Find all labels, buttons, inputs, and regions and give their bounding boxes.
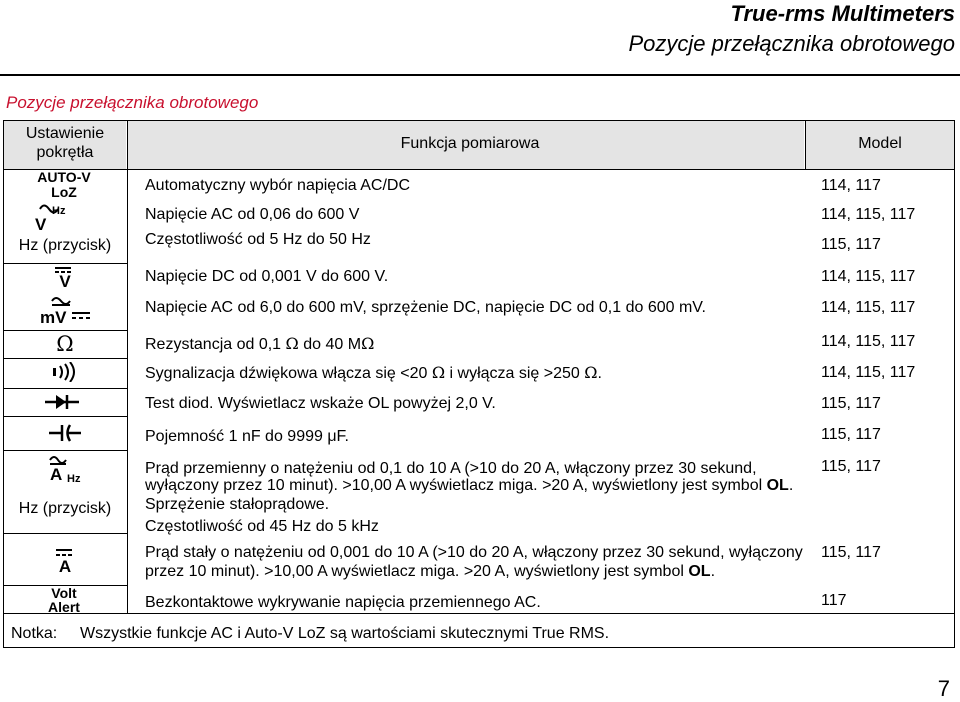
ohm-symbol: Ω [56, 332, 74, 356]
model-text: 114, 115, 117 [821, 299, 916, 316]
model-text: 114, 115, 117 [821, 364, 916, 381]
row-divider [4, 533, 127, 534]
loz-symbol: LoZ [51, 184, 77, 200]
function-text-line3: Sprzężenie stałoprądowe. [145, 496, 330, 513]
function-text: Automatyczny wybór napięcia AC/DC [145, 177, 410, 194]
a-dc-symbol: A [58, 557, 72, 576]
capacitor-icon [48, 423, 82, 443]
row-divider [4, 263, 127, 264]
dc-line-icon [70, 311, 92, 320]
row-divider [4, 330, 127, 331]
function-text: Napięcie AC od 0,06 do 600 V [145, 206, 360, 223]
alert-symbol: Alert [48, 599, 80, 615]
mv-symbol: mV [40, 308, 67, 327]
model-text: 117 [821, 592, 847, 609]
page-number: 7 [937, 676, 950, 701]
row-divider [4, 416, 127, 417]
v-symbol: V [35, 215, 47, 234]
header-setting-line2: pokrętła [36, 144, 94, 161]
function-text: Częstotliwość od 5 Hz do 50 Hz [145, 231, 371, 248]
model-text: 114, 117 [821, 177, 881, 194]
hz-button-label: Hz (przycisk) [18, 237, 112, 254]
continuity-beeper-icon [51, 362, 79, 382]
v-dc-symbol: V [59, 272, 71, 291]
function-text-line2: wyłączony przez 10 minut). >10,00 A wyświetlacz miga. >20 A, wyświetlony jest symbol OL. [145, 477, 794, 494]
model-text: 114, 115, 117 [821, 333, 916, 350]
auto-v-symbol: AUTO-V [37, 169, 91, 185]
note-text: Wszystkie funkcje AC i Auto-V LoZ są wartościami skutecznymi True RMS. [80, 625, 610, 642]
column-divider-setting [127, 121, 128, 613]
volt-symbol: Volt [51, 585, 77, 601]
row-divider [4, 388, 127, 389]
diode-icon [44, 393, 80, 411]
function-text-line1: Prąd stały o natężeniu od 0,001 do 10 A (>10 do 20 A, włączony przez 30 sekund, wyłączony [145, 544, 803, 561]
hz-superscript: Hz [52, 205, 66, 217]
model-text: 115, 117 [821, 236, 881, 253]
function-text-line1: Prąd przemienny o natężeniu od 0,1 do 10 A (>10 do 20 A, włączony przez 30 sekund, [145, 460, 757, 477]
model-text: 115, 117 [821, 458, 881, 475]
note-divider [4, 613, 954, 614]
hz-button-label: Hz (przycisk) [18, 500, 112, 517]
column-divider-model [805, 121, 806, 169]
header-row-divider [4, 169, 954, 170]
function-text: Napięcie AC od 6,0 do 600 mV, sprzężenie DC, napięcie DC od 0,1 do 600 mV. [145, 299, 706, 316]
function-text: Pojemność 1 nF do 9999 μF. [145, 428, 349, 445]
a-symbol: A [50, 465, 63, 484]
function-text: Sygnalizacja dźwiękowa włącza się <20 Ω i wyłącza się >250 Ω. [145, 363, 602, 382]
model-text: 115, 117 [821, 426, 881, 443]
dc-line-icon [54, 548, 74, 557]
header-setting-line1: Ustawienie [25, 125, 105, 142]
header-rule [0, 74, 960, 76]
ac-wave-icon [50, 295, 72, 307]
model-text: 115, 117 [821, 544, 881, 561]
header-model: Model [858, 135, 902, 152]
function-text-line4: Częstotliwość od 45 Hz do 5 kHz [145, 518, 379, 535]
header-function: Funkcja pomiarowa [400, 135, 540, 152]
document-subtitle: Pozycje przełącznika obrotowego [628, 31, 955, 56]
hz-subscript: Hz [67, 473, 81, 485]
section-title: Pozycje przełącznika obrotowego [6, 93, 259, 112]
function-text: Bezkontaktowe wykrywanie napięcia przemiennego AC. [145, 594, 541, 611]
model-text: 114, 115, 117 [821, 206, 916, 223]
note-label: Notka: [11, 625, 58, 642]
model-text: 115, 117 [821, 395, 881, 412]
document-title: True-rms Multimeters [730, 1, 955, 26]
model-text: 114, 115, 117 [821, 268, 916, 285]
function-text: Napięcie DC od 0,001 V do 600 V. [145, 268, 389, 285]
function-text: Rezystancja od 0,1 Ω do 40 MΩ [145, 334, 375, 353]
row-divider [4, 450, 127, 451]
function-text: Test diod. Wyświetlacz wskaże OL powyżej 2,0 V. [145, 395, 496, 412]
function-text-line2: przez 10 minut). >10,00 A wyświetlacz miga. >20 A, wyświetlony jest symbol OL. [145, 563, 716, 580]
row-divider [4, 358, 127, 359]
